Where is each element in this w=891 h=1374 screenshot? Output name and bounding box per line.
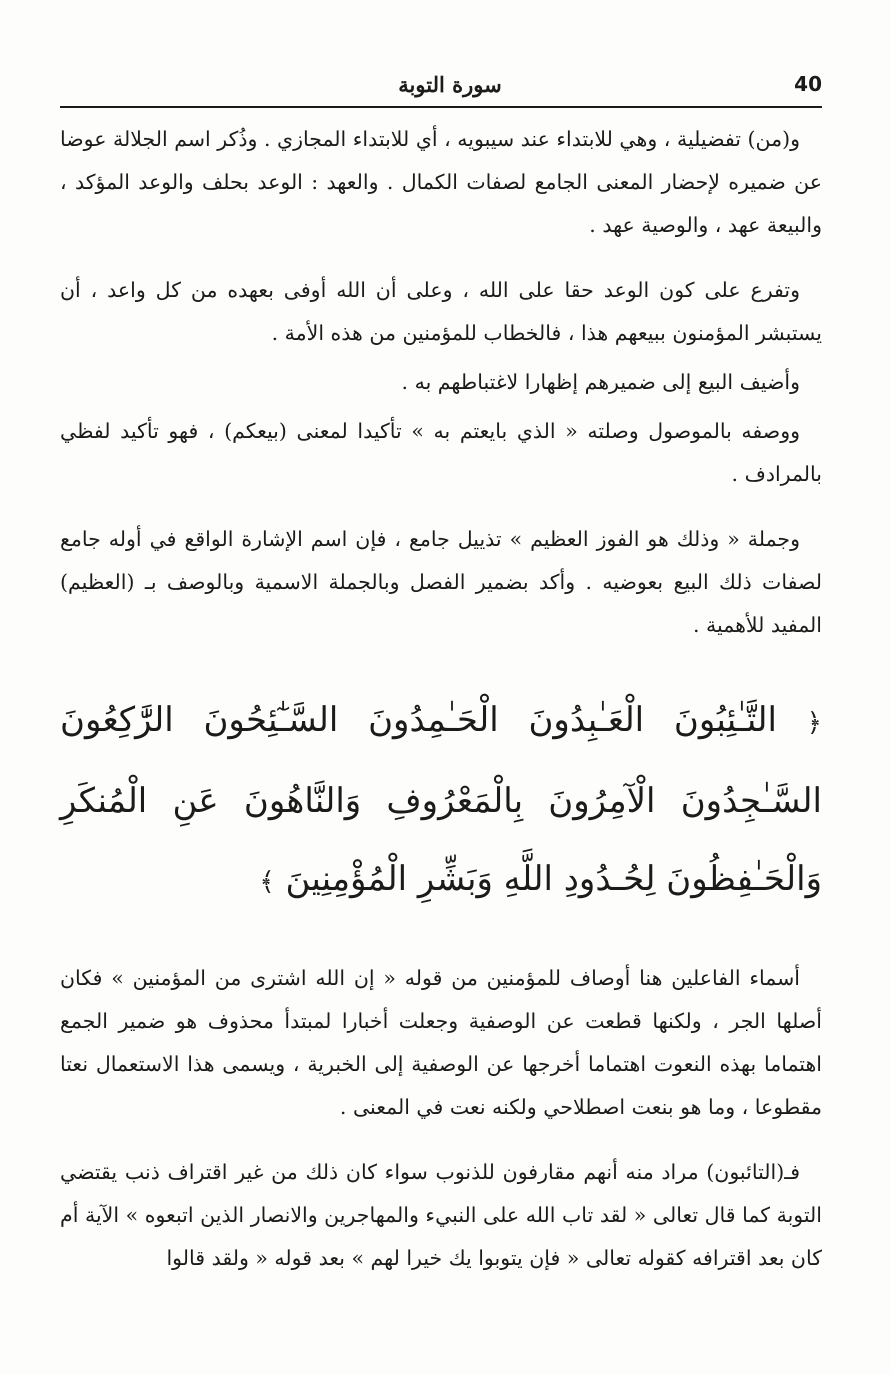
body-text [60,118,822,1280]
paragraph-taibun: فـ(التائبون) مراد منه أنهم مقارفون للذنوب سواء كان ذلك من غير اقتراف ذنب يقتضي التوبة كما قال تعالى « لقد تاب الله على النبيء والمهاجرين والانصار الذين اتبعوه » الآية أم كان بعد اقترافه كقوله تعالى « فإن يتوبوا يك خيرا لهم » بعد قوله « ولقد قالوا [60,1160,822,1270]
header-divider [60,106,822,108]
quran-verse [60,681,822,921]
paragraph-istibshar: وتفرع على كون الوعد حقا على الله ، وعلى أن الله أوفى بعهده من كل واعد ، أن يستبشر المؤمنون ببيعهم هذا ، فالخطاب للمؤمنين من هذه الأمة . [60,278,822,345]
page-number: 40 [794,72,822,96]
paragraph-mawsul: ووصفه بالموصول وصلته « الذي بايعتم به » تأكيدا لمعنى (بيعكم) ، فهو تأكيد لفظي بالمرادف . [60,419,822,486]
page-header [60,66,822,102]
verse-text: التَّـٰئِبُونَ الْعَـٰبِدُونَ الْحَـٰمِدُونَ السَّـٰٓئِحُونَ الرَّٰكِعُونَ السَّـٰجِدُونَ الْآمِرُونَ بِالْمَعْرُوفِ وَالنَّاهُونَ عَنِ الْمُنكَرِ وَالْحَـٰفِظُونَ لِحُـدُودِ اللَّهِ وَبَشِّرِ الْمُؤْمِنِينَ [60,700,822,899]
paragraph-idafa: وأضيف البيع إلى ضميرهم إظهارا لاغتباطهم به . [401,370,800,394]
verse-close-bracket: ﴾ [259,867,275,897]
paragraph-tadhyil: وجملة « وذلك هو الفوز العظيم » تذييل جامع ، فإن اسم الإشارة الواقع في أوله جامع لصفات ذلك البيع بعوضيه . وأكد بضمير الفصل وبالجملة الاسمية وبالوصف بـ (العظيم) المفيد للأهمية . [60,527,822,637]
paragraph-min-tafdiliya: و(من) تفضيلية ، وهي للابتداء عند سيبويه ، أي للابتداء المجازي . وذُكر اسم الجلالة عوضا عن ضميره لإحضار المعنى الجامع لصفات الكمال . والعهد : الوعد بحلف والوعد المؤكد ، والبيعة عهد ، والوصية عهد . [60,127,822,237]
paragraph-naat-maqtu: أسماء الفاعلين هنا أوصاف للمؤمنين من قوله « إن الله اشترى من المؤمنين » فكان أصلها الجر ، ولكنها قطعت عن الوصفية وجعلت أخبارا لمبتدأ محذوف هو ضمير الجمع اهتماما بهذه النعوت اهتماما أخرجها عن الوصفية إلى الخبرية ، ويسمى هذا الاستعمال نعتا مقطوعا ، وما هو بنعت اصطلاحي ولكنه نعت في المعنى . [60,966,822,1119]
surah-title: سورة التوبة [398,72,502,97]
verse-open-bracket: ﴿ [806,708,822,738]
